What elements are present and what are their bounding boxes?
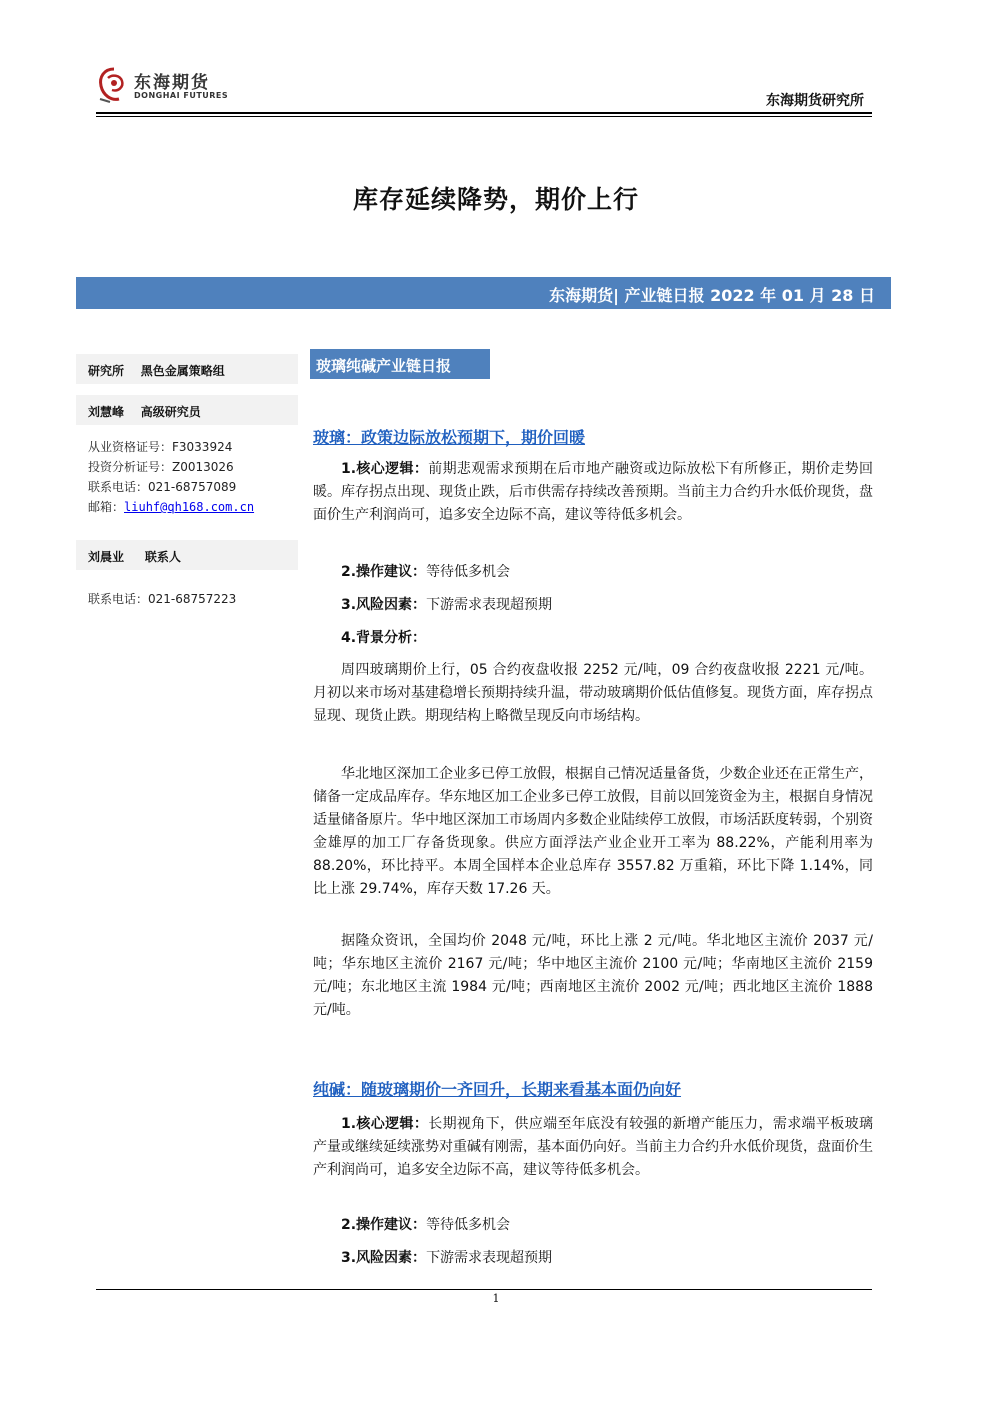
glass-risk-label: 3.风险因素： [341, 597, 427, 613]
header-divider-thin [96, 116, 872, 117]
glass-heading: 玻璃：政策边际放松预期下，期价回暖 [313, 428, 586, 447]
soda-risk-label: 3.风险因素： [341, 1250, 427, 1266]
author2-phone: 联系电话：021-68757223 [88, 592, 237, 606]
glass-background-heading [313, 627, 873, 650]
glass-background-p3: 据隆众资讯，全国均价 2048 元/吨，环比上涨 2 元/吨。华北地区主流价 2037 元/吨；华东地区主流价 2167 元/吨；华中地区主流价 2100 元/吨；华南地区主流价 2159 元/吨；东北地区主流 1984 元/吨；西南地区主流价 2002 元/吨；西北地区主流价 1888 元/吨。 [313, 933, 873, 1018]
report-banner [76, 277, 891, 309]
glass-operation [313, 561, 873, 584]
report-title: 库存延续降势，期价上行 [352, 185, 639, 214]
donghai-logo-icon [96, 66, 132, 104]
banner-text: 东海期货| 产业链日报 2022 年 01 月 28 日 [549, 286, 875, 305]
sidebar-contact-header [76, 540, 298, 570]
author1-phone: 联系电话：021-68757089 [88, 480, 237, 494]
footer-divider [96, 1289, 872, 1290]
logo-english-text: DONGHAI FUTURES [134, 91, 229, 100]
glass-op-text: 等待低多机会 [426, 564, 511, 580]
logo-chinese-text: 东海期货 [134, 73, 210, 93]
soda-heading: 纯碱：随玻璃期价一齐回升，长期来看基本面仍向好 [313, 1080, 682, 1099]
email-link[interactable]: liuhf@qh168.com.cn [124, 500, 255, 514]
glass-logic-label: 1.核心逻辑： [341, 461, 429, 477]
soda-operation [313, 1214, 873, 1237]
section-tab-label: 玻璃纯碱产业链日报 [316, 357, 452, 375]
author1-analyst-id: 投资分析证号：Z0013026 [88, 460, 234, 474]
soda-risk-text: 下游需求表现超预期 [426, 1250, 553, 1266]
glass-logic-text: 前期悲观需求预期在后市地产融资或边际放松下有所修正，期价走势回暖。库存拐点出现、现货止跌，后市供需存持续改善预期。当前主力合约升水低价现货，盘面价生产利润尚可，追多安全边际不高，建议等待低多机会。 [313, 461, 873, 523]
soda-core-logic [313, 1113, 873, 1182]
author1-qualification: 从业资格证号：F3033924 [88, 440, 233, 454]
glass-background-p1: 周四玻璃期价上行，05 合约夜盘收报 2252 元/吨，09 合约夜盘收报 2221 元/吨。月初以来市场对基建稳增长预期持续升温，带动玻璃期价低估值修复。现货方面，库存拐点显现、现货止跌。期现结构上略微呈现反向市场结构。 [313, 662, 873, 724]
glass-bg-label: 4.背景分析： [341, 630, 427, 646]
glass-core-logic [313, 458, 873, 527]
glass-op-label: 2.操作建议： [341, 564, 427, 580]
soda-logic-text: 长期视角下，供应端至年底没有较强的新增产能压力，需求端平板玻璃产量或继续延续涨势对重碱有刚需，基本面仍向好。当前主力合约升水低价现货，盘面价生产利润尚可，追多安全边际不高，建议等待低多机会。 [313, 1116, 873, 1178]
company-logo [96, 66, 236, 108]
glass-risk [313, 594, 873, 617]
soda-op-label: 2.操作建议： [341, 1217, 427, 1233]
group-label: 研究所 黑色金属策略组 [88, 364, 225, 378]
page-number: 1 [492, 1292, 500, 1305]
institute-name: 东海期货研究所 [766, 93, 864, 109]
sidebar-author-header [76, 395, 298, 425]
glass-risk-text: 下游需求表现超预期 [426, 597, 553, 613]
email-label: 邮箱： [88, 500, 125, 514]
soda-op-text: 等待低多机会 [426, 1217, 511, 1233]
sidebar-group-header [76, 354, 298, 384]
soda-logic-label: 1.核心逻辑： [341, 1116, 429, 1132]
soda-risk [313, 1247, 873, 1270]
author1-label: 刘慧峰 高级研究员 [88, 405, 201, 419]
author2-label: 刘晨业 联系人 [88, 550, 181, 564]
glass-background-p2: 华北地区深加工企业多已停工放假，根据自己情况适量备货，少数企业还在正常生产，储备一定成品库存。华东地区加工企业多已停工放假，目前以回笼资金为主，根据自身情况适量储备原片。华中地区深加工市场周内多数企业陆续停工放假，市场活跃度转弱，个别资金雄厚的加工厂存备货现象。供应方面浮法产业企业开工率为 88.22%，产能利用率为 88.20%，环比持平。本周全国样本企业总库存 3557.82 万重箱，环比下降 1.14%，同比上涨 29.74%，库存天数 17.26 天。 [313, 766, 873, 897]
section-tab [310, 349, 490, 379]
header-divider [96, 112, 872, 114]
author1-email-line [88, 498, 254, 515]
